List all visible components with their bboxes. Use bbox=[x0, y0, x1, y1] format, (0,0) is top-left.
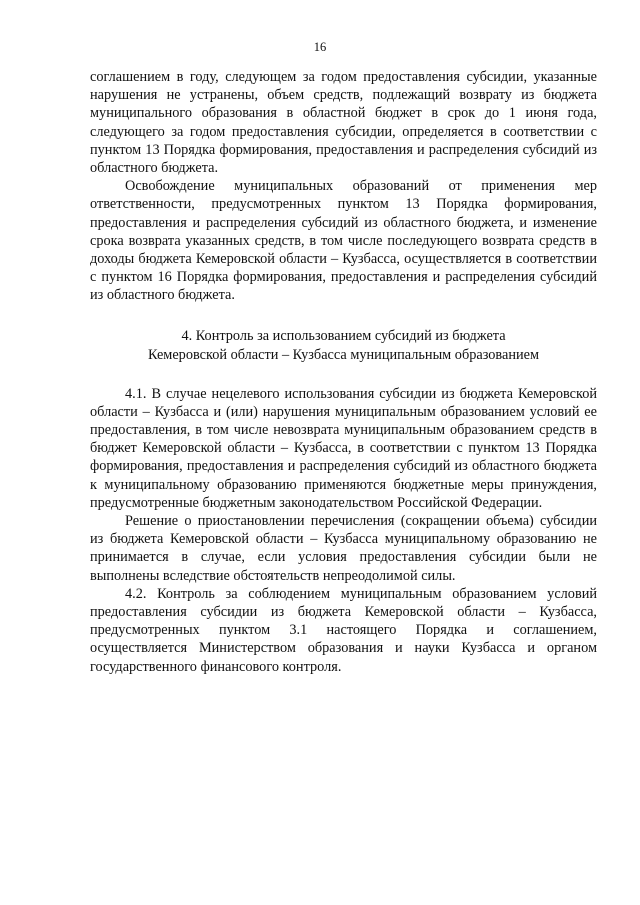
paragraph-4-2: 4.2. Контроль за соблюдением муниципальным образованием условий предоставления субсидии из бюджета Кемеровской области – Кузбасса, предусмотренных пунктом 3.1 настоящего Порядка и соглашением, осуществляется Министерством образования и науки Кузбасса и органом государственного финансового контроля. bbox=[90, 585, 597, 675]
paragraph-suspension-decision: Решение о приостановлении перечисления (сокращении объема) субсидии из бюджета Кемеровской области – Кузбасса муниципальному образованию не принимается в случае, если условия предоставления субсидии были не выполнены вследствие обстоятельств непреодолимой силы. bbox=[90, 513, 597, 584]
paragraph-4-1: 4.1. В случае нецелевого использования субсидии из бюджета Кемеровской области – Кузбасса и (или) нарушения муниципальным образованием условий ее предоставления, в том числе невозврата муниципальным образованием средств в бюджет Кемеровской области – Кузбасса, в соответствии с пунктом 13 Порядка формирования, предоставления и распределения субсидий из областного бюджета к муниципальному образованию применяются бюджетные меры принуждения, предусмотренные бюджетным законодательством Российской Федерации. bbox=[90, 385, 597, 511]
section-heading-line-2: Кемеровской области – Кузбасса муниципальным образованием bbox=[147, 346, 540, 363]
section-heading-line-1: 4. Контроль за использованием субсидий из бюджета bbox=[181, 327, 506, 344]
document-body bbox=[90, 68, 597, 676]
section-heading bbox=[90, 327, 597, 365]
paragraph-exemption: Освобождение муниципальных образований от применения мер ответственности, предусмотренных пунктом 13 Порядка формирования, предоставления и распределения субсидий из областного бюджета, и изменение срока возврата указанных средств, в том числе последующего возврата средств в доходы бюджета Кемеровской области – Кузбасса, осуществляется в соответствии с пунктом 16 Порядка формирования, предоставления и распределения субсидий из областного бюджета. bbox=[90, 178, 597, 304]
paragraph-continuation: соглашением в году, следующем за годом предоставления субсидии, указанные нарушения не устранены, объем средств, подлежащий возврату из бюджета муниципального образования в областной бюджет в срок до 1 июня года, следующего за годом предоставления субсидии, определяется в соответствии с пунктом 13 Порядка формирования, предоставления и распределения субсидий из областного бюджета. bbox=[90, 69, 597, 177]
page-number: 16 bbox=[313, 40, 327, 54]
